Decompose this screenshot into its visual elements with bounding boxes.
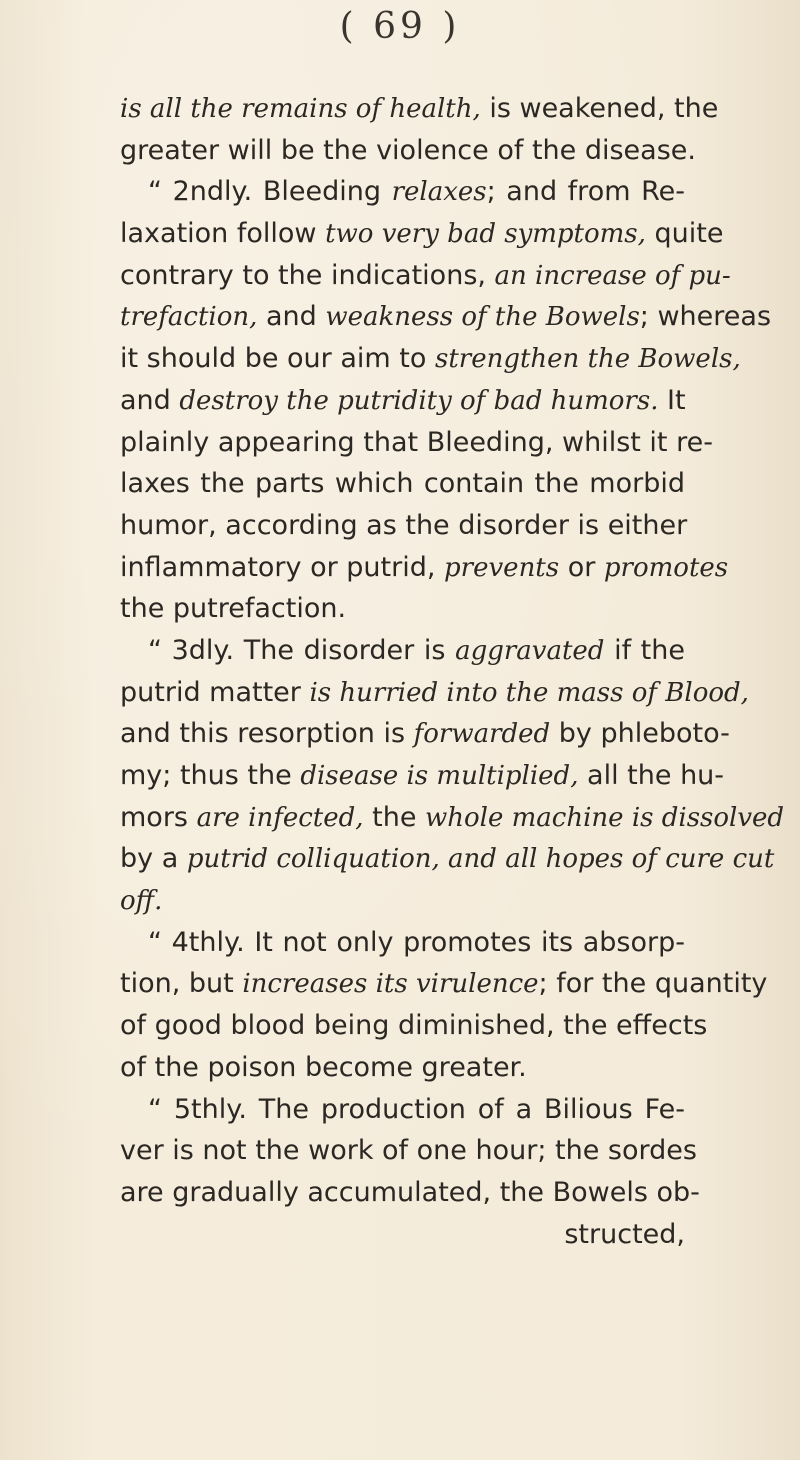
text-run: it should be our aim to <box>120 343 435 375</box>
text-run: of the poison become greater. <box>120 1051 527 1083</box>
text-line <box>120 1214 685 1256</box>
text-run: is weakened, the <box>480 93 719 124</box>
text-line <box>120 1130 697 1172</box>
text-line <box>120 296 772 338</box>
text-run: and <box>257 301 326 333</box>
italic-run: aggravated <box>455 635 605 666</box>
italic-run: relaxes <box>391 177 487 208</box>
text-run: of good blood being diminished, the effects <box>120 1010 708 1042</box>
text-line <box>120 88 719 130</box>
text-run: “ 3dly. The disorder is <box>148 634 456 666</box>
page-number: ( 69 ) <box>339 6 461 47</box>
text-line <box>120 463 685 505</box>
italic-run: destroy the putridity of bad humors. <box>179 385 659 416</box>
text-line <box>120 922 685 964</box>
text-run: plainly appearing that Bleeding, whilst it re- <box>120 426 713 458</box>
text-run: laxes the parts which contain the morbid <box>120 468 685 500</box>
text-line <box>120 838 775 880</box>
text-line <box>120 130 696 172</box>
text-line <box>120 1005 708 1047</box>
text-line <box>120 338 741 380</box>
italic-run: an increase of pu- <box>494 260 731 291</box>
text-line <box>120 672 749 714</box>
text-line <box>120 213 724 255</box>
text-line <box>120 880 685 922</box>
text-run: structed, <box>564 1218 685 1250</box>
text-line <box>120 505 688 547</box>
italic-run: is all the remains of health, <box>120 94 481 124</box>
text-run: the <box>363 801 426 833</box>
text-line <box>120 1089 685 1131</box>
text-line <box>120 797 785 839</box>
text-run: by a <box>120 843 187 875</box>
text-line <box>120 547 729 589</box>
text-run: ; for the quantity <box>538 968 768 1000</box>
text-line <box>120 1172 700 1214</box>
italic-run: strengthen the Bowels, <box>434 344 741 375</box>
italic-run: increases its virulence <box>242 969 539 1000</box>
text-line <box>120 1047 685 1089</box>
text-run: and <box>120 384 180 416</box>
italic-run: are infected, <box>196 802 364 833</box>
text-run: quite <box>645 218 724 250</box>
text-run: tion, but <box>120 968 243 1000</box>
text-run: “ 2ndly. Bleeding <box>148 176 392 208</box>
text-line <box>120 380 685 422</box>
text-run: contrary to the indications, <box>120 259 495 291</box>
italic-run: is hurried into the mass of Blood, <box>309 677 749 708</box>
text-run: if the <box>604 634 685 666</box>
italic-run: promotes <box>603 552 729 583</box>
text-run: all the hu- <box>578 760 725 791</box>
text-run: “ 4thly. It not only promotes its absorp- <box>148 926 685 958</box>
text-run: ; whereas <box>639 301 772 333</box>
italic-run: trefaction, <box>120 302 258 333</box>
text-run: or <box>559 551 604 583</box>
text-line <box>120 588 685 630</box>
italic-run: forwarded <box>413 719 551 750</box>
italic-run: whole machine is dissolved <box>425 802 785 833</box>
text-run: “ 5thly. The production of a Bilious Fe- <box>148 1093 685 1125</box>
text-run: the putrefaction. <box>120 593 347 625</box>
text-line <box>120 630 685 672</box>
text-run: and this resorption is <box>120 718 414 750</box>
text-run: are gradually accumulated, the Bowels ob- <box>120 1176 700 1208</box>
text-line <box>120 255 731 297</box>
text-run: humor, according as the disorder is either <box>120 509 688 541</box>
text-run: my; thus the <box>120 760 301 791</box>
text-run: laxation follow <box>120 218 326 250</box>
italic-run: prevents <box>444 552 560 583</box>
italic-run: putrid colliquation, and all hopes of cure cut <box>186 844 775 875</box>
text-run: ; and from Re- <box>486 176 686 208</box>
text-run: greater will be the violence of the disease. <box>120 134 696 166</box>
italic-run: weakness of the Bowels <box>325 302 640 333</box>
text-run: putrid matter <box>120 676 310 708</box>
text-line <box>120 713 730 755</box>
text-run: It <box>658 384 686 416</box>
text-run: mors <box>120 801 197 833</box>
italic-run: disease is multiplied, <box>300 761 579 791</box>
text-line <box>120 422 713 464</box>
text-line <box>120 963 768 1005</box>
italic-run: off. <box>120 886 163 917</box>
text-run: inflammatory or putrid, <box>120 551 445 583</box>
text-run: by phleboto- <box>550 718 730 750</box>
text-line <box>120 755 725 797</box>
italic-run: two very bad symptoms, <box>325 219 646 250</box>
body-text <box>120 88 785 1255</box>
text-line <box>120 171 685 213</box>
text-run: ver is not the work of one hour; the sordes <box>120 1135 697 1167</box>
